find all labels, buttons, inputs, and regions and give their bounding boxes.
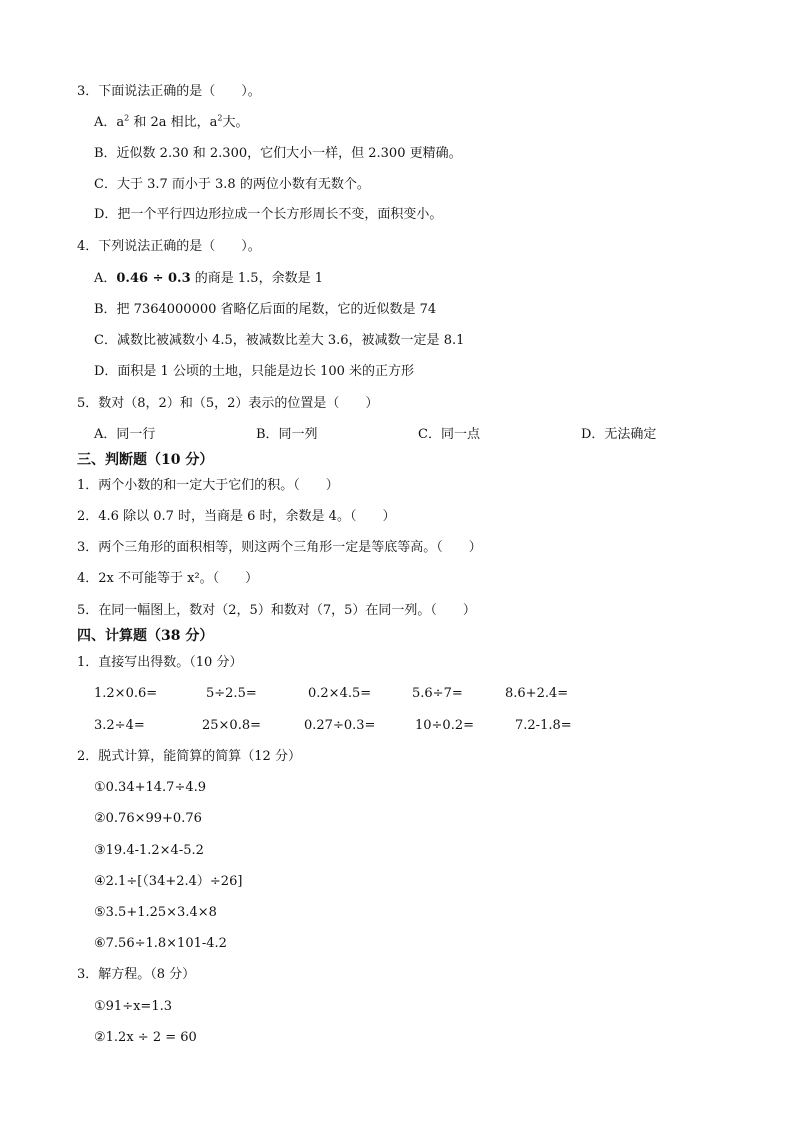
q5-option-d: D．无法确定 <box>581 427 657 442</box>
calc-part3-item-1: ①91÷x=1.3 <box>94 999 172 1014</box>
section3-title: 三、判断题（10 分） <box>77 452 214 468</box>
q3-a-mid: 和 2a 相比，a <box>129 115 218 130</box>
calc-cell: 5.6÷7= <box>412 686 463 701</box>
calc-part2-item-1: ①0.34+14.7÷4.9 <box>94 780 207 795</box>
judge-item-2: 2．4.6 除以 0.7 时，当商是 6 时，余数是 4。（ ） <box>77 509 396 524</box>
q4-option-d: D．面积是 1 公顷的土地，只能是边长 100 米的正方形 <box>94 364 415 379</box>
calc-cell: 8.6+2.4= <box>505 686 569 701</box>
q4-stem: 4．下列说法正确的是（ ）。 <box>77 239 261 254</box>
q3-option-d: D．把一个平行四边形拉成一个长方形周长不变，面积变小。 <box>94 207 443 222</box>
q3-option-a <box>94 115 249 131</box>
q3-a-pre: A．a <box>94 115 125 130</box>
q3-option-c: C．大于 3.7 而小于 3.8 的两位小数有无数个。 <box>94 177 370 192</box>
q4-option-c: C．减数比被减数小 4.5，被减数比差大 3.6，被减数一定是 8.1 <box>94 333 465 348</box>
judge-item-5: 5．在同一幅图上，数对（2，5）和数对（7，5）在同一列。（ ） <box>77 603 476 618</box>
calc-cell: 0.2×4.5= <box>308 686 372 701</box>
calc-part1-title: 1．直接写出得数。（10 分） <box>77 655 243 670</box>
calc-cell: 3.2÷4= <box>94 718 145 733</box>
calc-part2-item-3: ③19.4-1.2×4-5.2 <box>94 843 204 858</box>
section4-title: 四、计算题（38 分） <box>77 628 214 644</box>
q3-a-sup2: 2 <box>217 113 223 123</box>
judge-item-3: 3．两个三角形的面积相等，则这两个三角形一定是等底等高。（ ） <box>77 540 482 555</box>
q4-a-pre: A． <box>94 271 117 286</box>
calc-cell: 5÷2.5= <box>206 686 257 701</box>
q4-a-post: 的商是 1.5，余数是 1 <box>190 271 323 286</box>
q3-stem: 3．下面说法正确的是（ ）。 <box>77 84 261 99</box>
q4-option-b: B．把 7364000000 省略亿后面的尾数，它的近似数是 74 <box>94 302 437 317</box>
q3-a-post: 大。 <box>222 115 249 130</box>
calc-cell: 1.2×0.6= <box>94 686 158 701</box>
calc-cell: 10÷0.2= <box>415 718 475 733</box>
calc-part2-item-2: ②0.76×99+0.76 <box>94 811 202 826</box>
calc-part2-title: 2．脱式计算，能简算的简算（12 分） <box>77 749 301 764</box>
calc-cell: 7.2-1.8= <box>515 718 572 733</box>
calc-part2-item-5: ⑤3.5+1.25×3.4×8 <box>94 905 217 920</box>
q5-option-b: B．同一列 <box>256 427 318 442</box>
calc-cell: 0.27÷0.3= <box>304 718 376 733</box>
q5-option-a: A．同一行 <box>94 427 156 442</box>
calc-part2-item-4: ④2.1÷[（34+2.4）÷26] <box>94 874 243 889</box>
calc-cell: 25×0.8= <box>202 718 262 733</box>
judge-item-1: 1．两个小数的和一定大于它们的积。（ ） <box>77 478 339 493</box>
judge-item-4: 4．2x 不可能等于 x²。（ ） <box>77 571 259 586</box>
calc-part3-title: 3．解方程。（8 分） <box>77 967 196 982</box>
q4-a-expr: 0.46 ÷ 0.3 <box>116 271 191 286</box>
q5-option-c: C．同一点 <box>418 427 480 442</box>
q3-option-b: B．近似数 2.30 和 2.300，它们大小一样，但 2.300 更精确。 <box>94 146 462 161</box>
q4-option-a <box>94 271 323 287</box>
calc-part2-item-6: ⑥7.56÷1.8×101-4.2 <box>94 936 227 951</box>
q5-stem: 5．数对（8，2）和（5，2）表示的位置是（ ） <box>77 396 379 411</box>
calc-part3-item-2: ②1.2x ÷ 2 = 60 <box>94 1030 197 1045</box>
q3-a-sup1: 2 <box>124 113 130 123</box>
